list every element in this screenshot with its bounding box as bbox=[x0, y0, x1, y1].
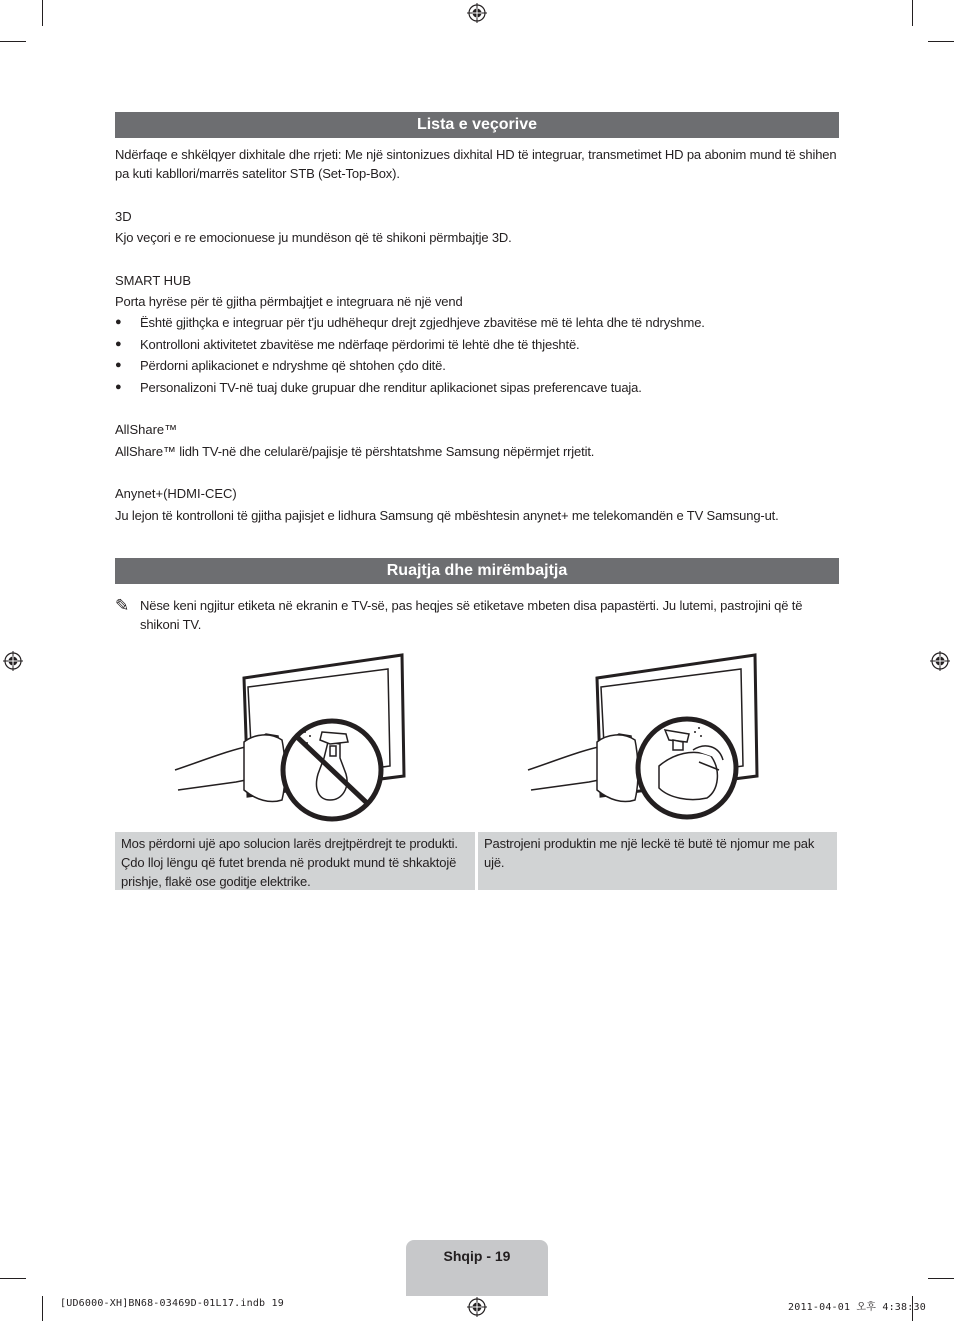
text-allshare: AllShare™ lidh TV-në dhe celularë/pajisje të përshtatshme Samsung nëpërmjet rrjetit. bbox=[115, 444, 595, 459]
text-smart-hub: Porta hyrëse për të gjitha përmbajtjet e integruara në një vend bbox=[115, 294, 463, 309]
list-item: ● Kontrolloni aktivitetet zbavitëse me ndërfaqe përdorimi të lehtë dhe të thjeshtë. bbox=[115, 336, 580, 352]
crop-mark bbox=[912, 0, 913, 26]
heading-anynet: Anynet+(HDMI-CEC) bbox=[115, 486, 237, 501]
heading-allshare: AllShare™ bbox=[115, 422, 178, 437]
crop-mark bbox=[0, 41, 26, 42]
text-anynet: Ju lejon të kontrolloni të gjitha pajisjet e lidhura Samsung që mbështesin anynet+ me telekomandën e TV Samsung-ut. bbox=[115, 508, 779, 523]
list-item: ● Është gjithçka e integruar për t'ju udhëhequr drejt zgjedhjeve zbavitëse më të lehta dhe të ndryshme. bbox=[115, 315, 705, 330]
bullet-icon: ● bbox=[115, 337, 122, 350]
list-item: ● Personalizoni TV-në tuaj duke grupuar dhe renditur aplikacionet sipas preferencave tuaja. bbox=[115, 379, 642, 395]
heading-3d: 3D bbox=[115, 209, 132, 224]
footer-file-info: [UD6000-XH]BN68-03469D-01L17.indb 19 bbox=[60, 1298, 284, 1309]
caption-no-spray: Mos përdorni ujë apo solucion larës drejtpërdrejt te produkti. Çdo lloj lëngu që futet brenda në produkt mund të shkaktojë prishje, flakë ose goditje elektrike. bbox=[115, 832, 475, 890]
registration-mark-icon bbox=[467, 1297, 487, 1317]
bullet-icon: ● bbox=[115, 380, 122, 393]
note-pencil-icon: ✎ bbox=[115, 596, 130, 615]
crop-mark bbox=[928, 41, 954, 42]
smart-hub-bullet-list bbox=[115, 313, 839, 399]
care-note-text: Nëse keni ngjitur etiketa në ekranin e TV-së, pas heqjes së etiketave mbeten disa papastërti. Ju lutemi, pastrojini që të shikoni TV. bbox=[140, 598, 803, 632]
page-number-tab: Shqip - 19 bbox=[406, 1240, 548, 1296]
list-item: ● Përdorni aplikacionet e ndryshme që shtohen çdo ditë. bbox=[115, 358, 446, 373]
illustration-damp-cloth bbox=[523, 650, 773, 822]
bullet-icon: ● bbox=[115, 316, 122, 328]
text-3d: Kjo veçori e re emocionuese ju mundëson që të shikoni përmbajtje 3D. bbox=[115, 230, 512, 245]
section-title-features: Lista e veçorive bbox=[115, 112, 839, 138]
crop-mark bbox=[42, 1296, 43, 1321]
illustration-no-spray bbox=[170, 650, 420, 822]
registration-mark-icon bbox=[3, 651, 23, 671]
crop-mark bbox=[928, 1278, 954, 1279]
heading-smart-hub: SMART HUB bbox=[115, 273, 192, 288]
section-title-care: Ruajtja dhe mirëmbajtja bbox=[115, 558, 839, 584]
crop-mark bbox=[42, 0, 43, 26]
features-intro: Ndërfaqe e shkëlqyer dixhitale dhe rrjeti: Me një sintonizues dixhital HD të integruar, transmetimet HD pa abonim mund të shihen pa kuti kabllori/marrës satelitor STB (Set-Top-Box). bbox=[115, 147, 837, 181]
registration-mark-icon bbox=[930, 651, 950, 671]
caption-damp-cloth: Pastrojeni produktin me një leckë të butë të njomur me pak ujë. bbox=[478, 832, 837, 890]
care-note bbox=[115, 596, 839, 634]
footer-timestamp: 2011-04-01 오후 4:38:30 bbox=[788, 1302, 926, 1313]
crop-mark bbox=[0, 1278, 26, 1279]
bullet-icon: ● bbox=[115, 359, 122, 371]
registration-mark-icon bbox=[467, 3, 487, 23]
